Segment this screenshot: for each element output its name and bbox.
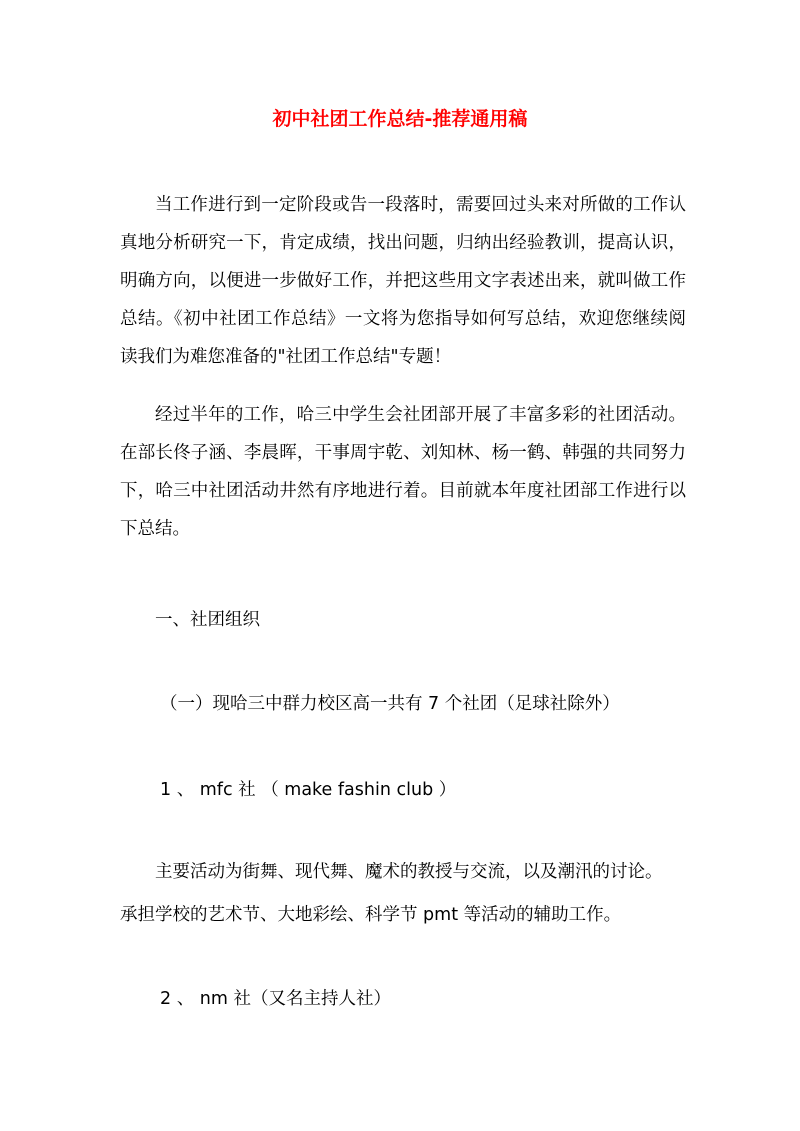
club1-description-line1: 主要活动为街舞、现代舞、魔术的教授与交流，以及潮汛的讨论。: [155, 862, 663, 882]
club1-heading: 1 、 mfc 社 （ make fashin club ）: [160, 780, 457, 800]
intro-paragraph: 当工作进行到一定阶段或告一段落时，需要回过头来对所做的工作认真地分析研究一下，肯定成绩，找出问题，归纳出经验教训，提高认识，明确方向，以便进一步做好工作，并把这些用文字表述出来，就叫做工作总结。《初中社团工作总结》一文将为您指导如何写总结，欢迎您继续阅读我们为难您准备的"社团工作总结"专题！: [120, 195, 686, 367]
section-heading: 一、社团组织: [155, 610, 260, 630]
summary-paragraph: 经过半年的工作，哈三中学生会社团部开展了丰富多彩的社团活动。在部长佟子涵、李晨晖，干事周宇乾、刘知林、杨一鹤、韩强的共同努力下，哈三中社团活动井然有序地进行着。目前就本年度社团部工作进行以下总结。: [120, 405, 686, 539]
subsection-heading: （一）现哈三中群力校区高一共有 7 个社团（足球社除外）: [160, 694, 620, 714]
document-title: 初中社团工作总结-推荐通用稿: [272, 108, 528, 130]
club2-heading: 2 、 nm 社（又名主持人社）: [160, 989, 391, 1009]
club1-description-line2: 承担学校的艺术节、大地彩绘、科学节 pmt 等活动的辅助工作。: [120, 905, 622, 925]
